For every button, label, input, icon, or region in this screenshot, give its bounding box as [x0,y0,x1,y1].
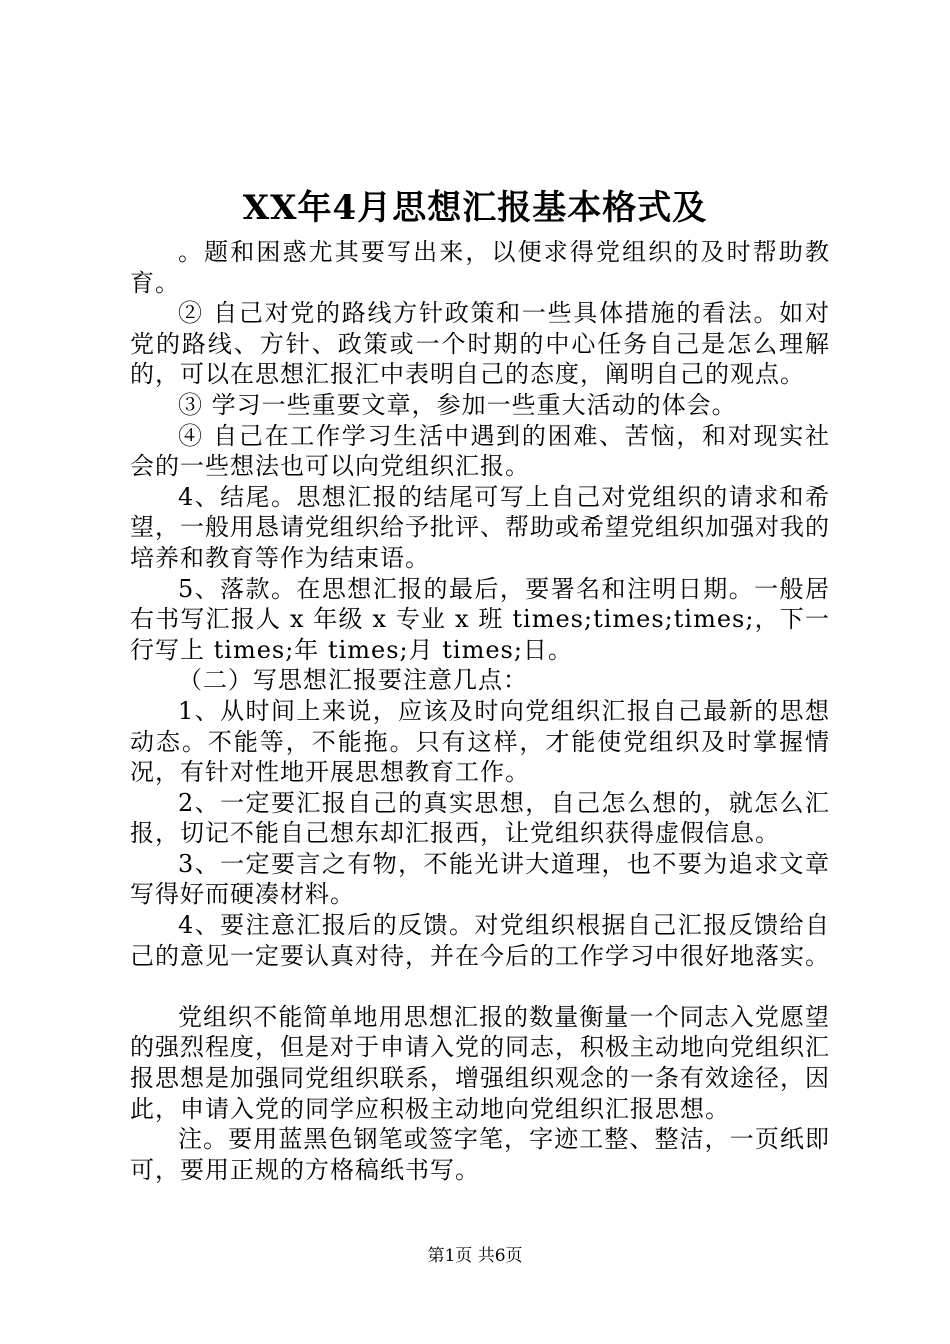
paragraph: 。题和困惑尤其要写出来，以便求得党组织的及时帮助教育。 [130,238,830,297]
paragraph: 5、落款。在思想汇报的最后，要署名和注明日期。一般居右书写汇报人 x 年级 x 专业 x 班 times;times;times;，下一行写上 times;年 times;月 times;日。 [130,574,830,664]
document-title: XX年4月思想汇报基本格式及 [242,188,708,228]
paragraph: 4、结尾。思想汇报的结尾可写上自己对党组织的请求和希望，一般用恳请党组织给予批评、帮助或希望党组织加强对我的培养和教育等作为结束语。 [130,482,830,572]
paragraph: 3、一定要言之有物，不能光讲大道理，也不要为追求文章写得好而硬凑材料。 [130,849,830,909]
paragraph: ② 自己对党的路线方针政策和一些具体措施的看法。如对党的路线、方针、政策或一个时期的中心任务自己是怎么理解的，可以在思想汇报汇中表明自己的态度，阐明自己的观点。 [130,299,830,389]
paragraph: （二）写思想汇报要注意几点： [178,666,528,695]
paragraph: 1、从时间上来说，应该及时向党组织汇报自己最新的思想动态。不能等，不能拖。只有这样，才能使党组织及时掌握情况，有针对性地开展思想教育工作。 [130,696,830,787]
page-footer: 第1页 共6页 [427,1246,523,1266]
paragraph: 2、一定要汇报自己的真实思想，自己怎么想的，就怎么汇报，切记不能自己想东却汇报西，让党组织获得虚假信息。 [130,788,830,848]
paragraph: 党组织不能简单地用思想汇报的数量衡量一个同志入党愿望的强烈程度，但是对于申请入党的同志，积极主动地向党组织汇报思想是加强同党组织联系，增强组织观念的一条有效途径，因此，申请入党的同学应积极主动地向党组织汇报思想。 [130,1002,830,1123]
paragraph: ④ 自己在工作学习生活中遇到的困难、苦恼，和对现实社会的一些想法也可以向党组织汇报。 [130,421,830,481]
paragraph: 注。要用蓝黑色钢笔或签字笔，字迹工整、整洁，一页纸即可，要用正规的方格稿纸书写。 [130,1125,830,1184]
paragraph: ③ 学习一些重要文章，参加一些重大活动的体会。 [178,390,737,419]
document-body [130,237,830,1185]
paragraph: 4、要注意汇报后的反馈。对党组织根据自己汇报反馈给自己的意见一定要认真对待，并在今后的工作学习中很好地落实。 [130,911,830,970]
